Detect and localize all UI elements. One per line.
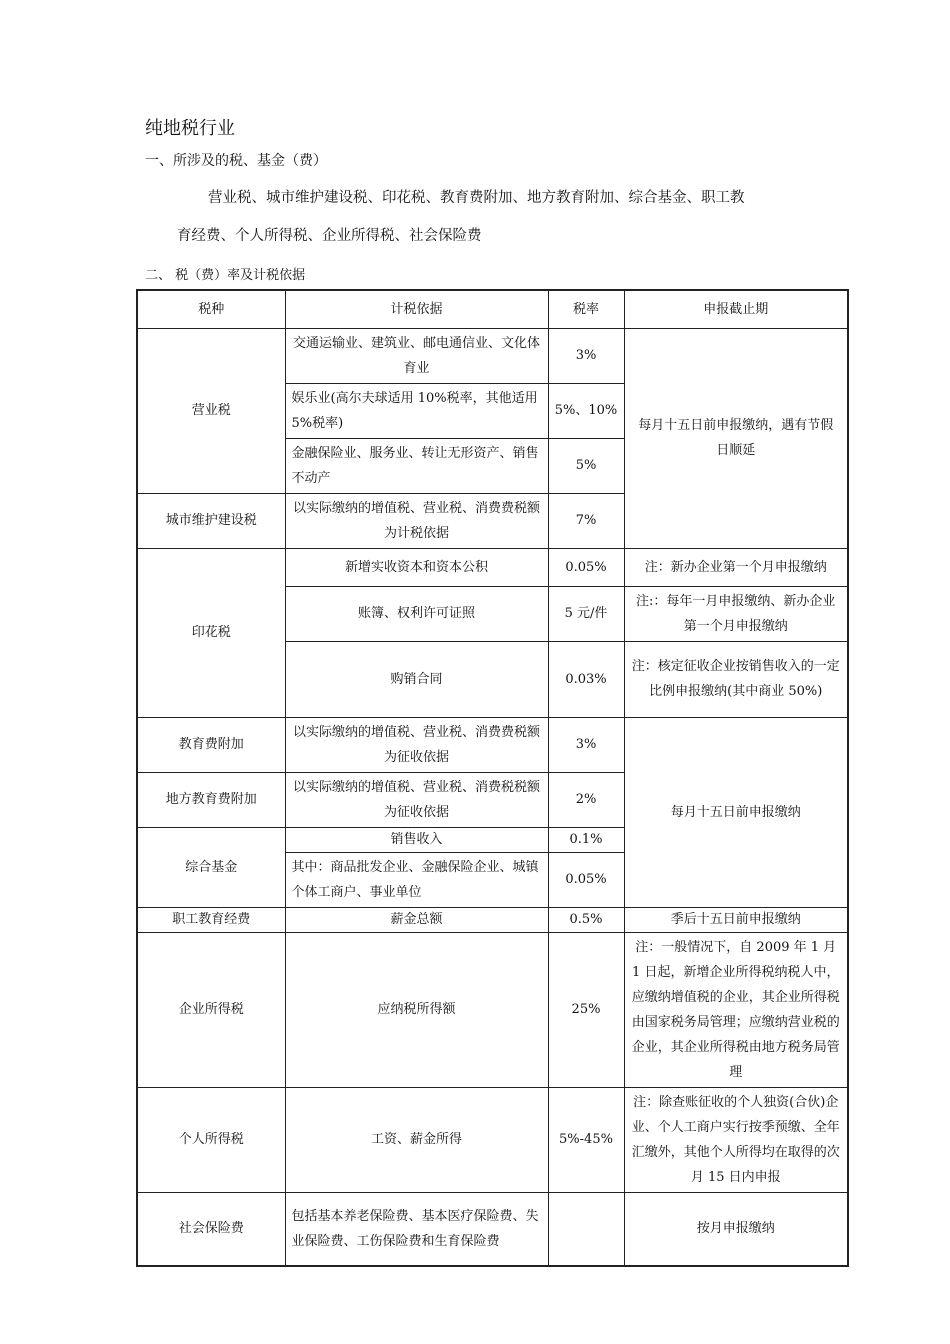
personal-tax-note: 注：除查账征收的个人独资(合伙)企业、个人工商户实行按季预缴、全年汇缴外，其他个人所得均在取得的次月 15 日内申报 — [624, 1087, 848, 1192]
header-tax-type: 税种 — [137, 290, 285, 328]
corporate-tax-note: 注：一般情况下，自 2009 年 1 月 1 日起，新增企业所得税纳税人中，应缴纳增值税的企业，其企业所得税由国家税务局管理；应缴纳营业税的企业，其企业所得税由地方税务局管理 — [624, 932, 848, 1087]
business-tax-rate: 5% — [548, 438, 624, 493]
table-header-row — [137, 290, 848, 328]
social-insurance-rate — [548, 1192, 624, 1266]
corporate-tax-name: 企业所得税 — [137, 932, 285, 1087]
stamp-tax-rate: 0.05% — [548, 548, 624, 586]
personal-tax-basis: 工资、薪金所得 — [285, 1087, 548, 1192]
business-tax-basis: 金融保险业、服务业、转让无形资产、销售不动产 — [285, 438, 548, 493]
comprehensive-fund-name: 综合基金 — [137, 827, 285, 907]
social-insurance-name: 社会保险费 — [137, 1192, 285, 1266]
business-tax-basis: 交通运输业、建筑业、邮电通信业、文化体育业 — [285, 328, 548, 383]
tax-rate-table — [136, 289, 849, 1267]
staff-edu-deadline: 季后十五日前申报缴纳 — [624, 907, 848, 932]
stamp-tax-note: 注：核定征收企业按销售收入的一定比例申报缴纳(其中商业 50%) — [624, 641, 848, 717]
business-tax-deadline: 每月十五日前申报缴纳，遇有节假日顺延 — [624, 328, 848, 548]
urban-tax-name: 城市维护建设税 — [137, 493, 285, 548]
business-tax-basis: 娱乐业(高尔夫球适用 10%税率，其他适用 5%税率) — [285, 383, 548, 438]
stamp-tax-basis: 购销合同 — [285, 641, 548, 717]
personal-tax-rate: 5%-45% — [548, 1087, 624, 1192]
page-title: 纯地税行业 — [145, 118, 235, 139]
comprehensive-fund-basis: 销售收入 — [285, 827, 548, 852]
table-row — [137, 717, 848, 772]
section2-heading: 二、 税（费）率及计税依据 — [145, 268, 306, 283]
header-rate: 税率 — [548, 290, 624, 328]
comprehensive-fund-basis: 其中：商品批发企业、金融保险企业、城镇个体工商户、事业单位 — [285, 852, 548, 907]
stamp-tax-basis: 账簿、权利许可证照 — [285, 586, 548, 641]
business-tax-rate: 5%、10% — [548, 383, 624, 438]
header-basis: 计税依据 — [285, 290, 548, 328]
stamp-tax-note: 注：新办企业第一个月申报缴纳 — [624, 548, 848, 586]
corporate-tax-rate: 25% — [548, 932, 624, 1087]
edu-surcharge-name: 教育费附加 — [137, 717, 285, 772]
stamp-tax-basis: 新增实收资本和资本公积 — [285, 548, 548, 586]
staff-edu-rate: 0.5% — [548, 907, 624, 932]
social-insurance-deadline: 按月申报缴纳 — [624, 1192, 848, 1266]
table-row — [137, 932, 848, 1087]
table-row — [137, 907, 848, 932]
table-row — [137, 1087, 848, 1192]
stamp-tax-rate: 5 元/件 — [548, 586, 624, 641]
section1-heading: 一、所涉及的税、基金（费） — [145, 153, 327, 169]
monthly-deadline: 每月十五日前申报缴纳 — [624, 717, 848, 907]
staff-edu-basis: 薪金总额 — [285, 907, 548, 932]
urban-tax-rate: 7% — [548, 493, 624, 548]
local-edu-name: 地方教育费附加 — [137, 772, 285, 827]
table-row — [137, 548, 848, 586]
business-tax-rate: 3% — [548, 328, 624, 383]
social-insurance-basis: 包括基本养老保险费、基本医疗保险费、失业保险费、工伤保险费和生育保险费 — [285, 1192, 548, 1266]
local-edu-basis: 以实际缴纳的增值税、营业税、消费税税额为征收依据 — [285, 772, 548, 827]
table-row — [137, 1192, 848, 1266]
section1-line2: 育经费、个人所得税、企业所得税、社会保险费 — [177, 228, 482, 244]
business-tax-name: 营业税 — [137, 328, 285, 493]
edu-surcharge-basis: 以实际缴纳的增值税、营业税、消费费税额为征收依据 — [285, 717, 548, 772]
staff-edu-name: 职工教育经费 — [137, 907, 285, 932]
personal-tax-name: 个人所得税 — [137, 1087, 285, 1192]
header-deadline: 申报截止期 — [624, 290, 848, 328]
urban-tax-basis: 以实际缴纳的增值税、营业税、消费费税额为计税依据 — [285, 493, 548, 548]
stamp-tax-name: 印花税 — [137, 548, 285, 717]
comprehensive-fund-rate: 0.05% — [548, 852, 624, 907]
stamp-tax-note: 注:：每年一月申报缴纳、新办企业第一个月申报缴纳 — [624, 586, 848, 641]
section1-line1: 营业税、城市维护建设税、印花税、教育费附加、地方教育附加、综合基金、职工教 — [208, 190, 745, 206]
local-edu-rate: 2% — [548, 772, 624, 827]
edu-surcharge-rate: 3% — [548, 717, 624, 772]
stamp-tax-rate: 0.03% — [548, 641, 624, 717]
corporate-tax-basis: 应纳税所得额 — [285, 932, 548, 1087]
comprehensive-fund-rate: 0.1% — [548, 827, 624, 852]
table-row — [137, 328, 848, 383]
